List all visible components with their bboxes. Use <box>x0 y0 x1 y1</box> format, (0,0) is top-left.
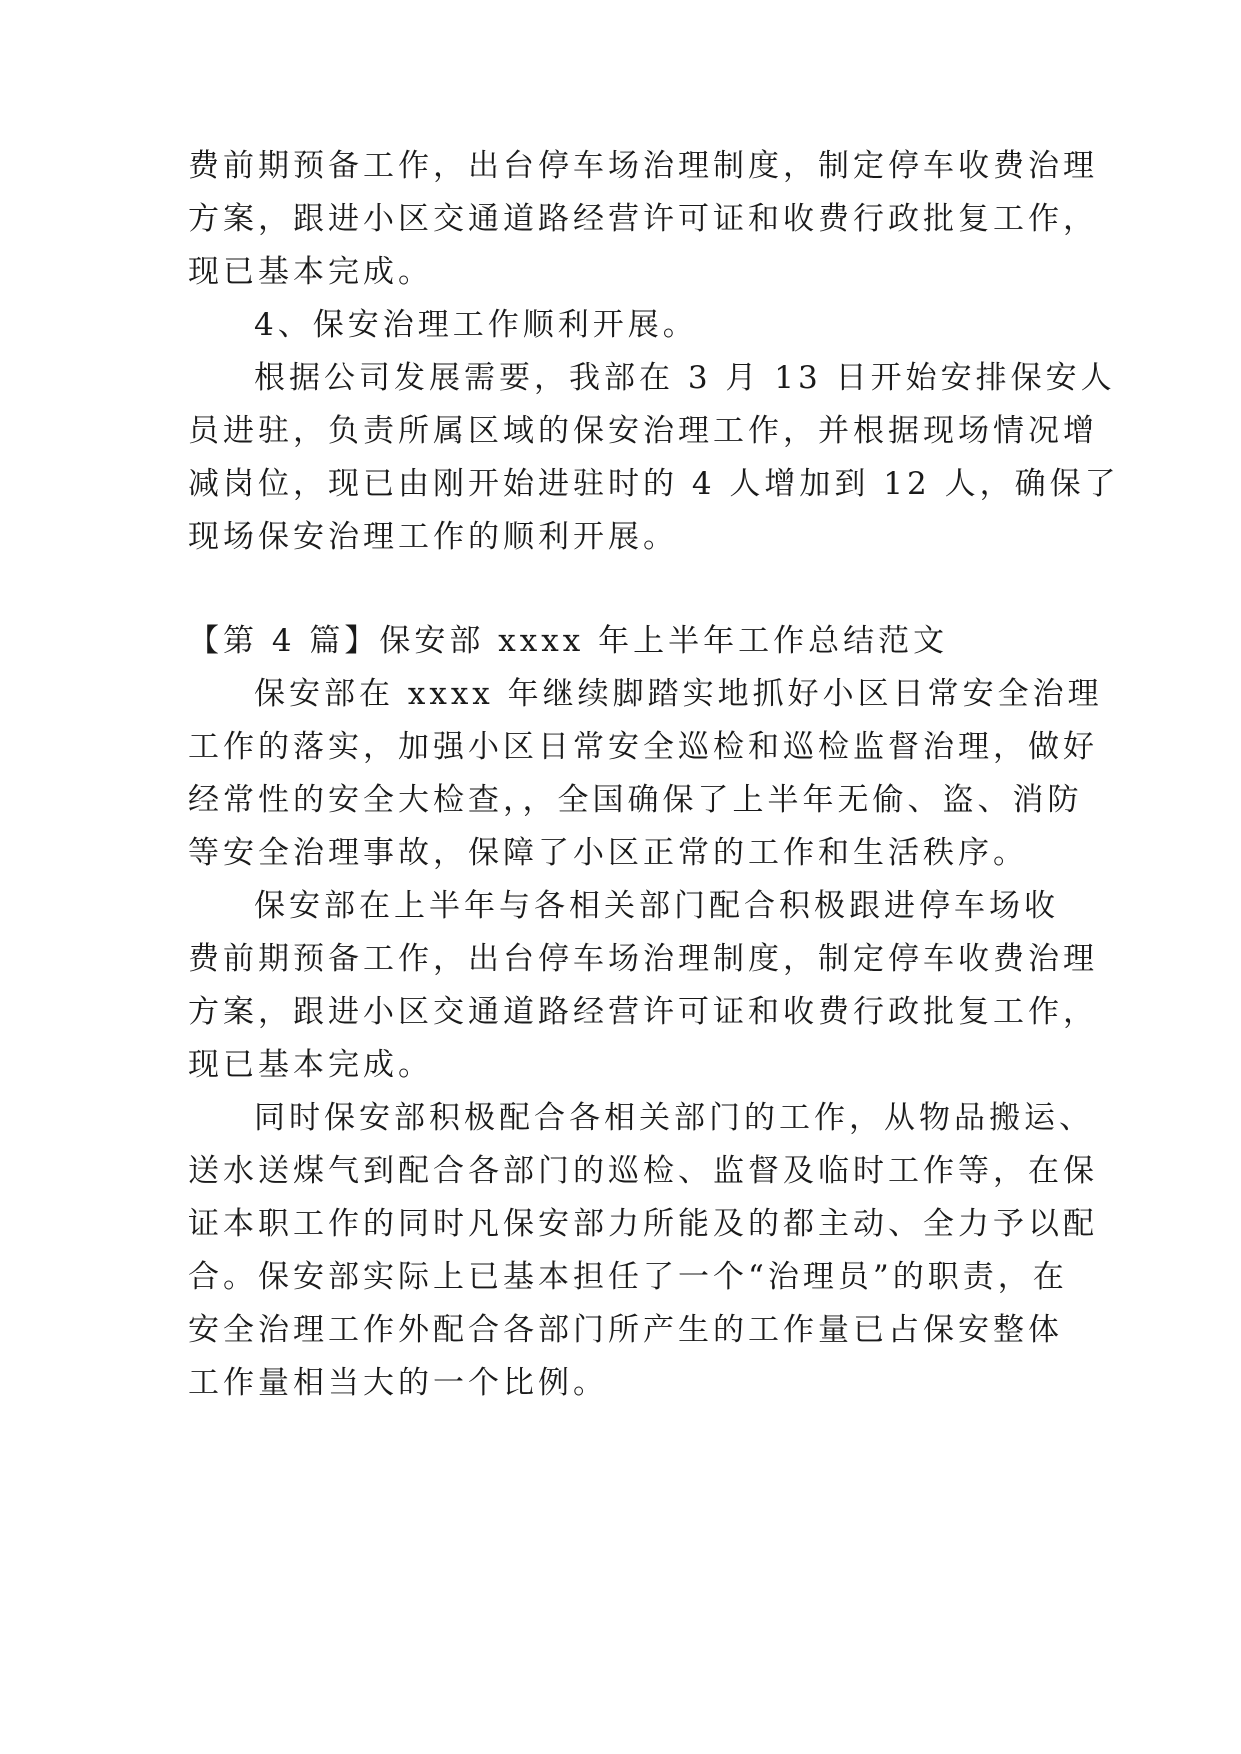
paragraph-first-line: 根据公司发展需要，我部在 3 月 13 日开始安排保安人 <box>254 360 1116 396</box>
text-line: 现场保安治理工作的顺利开展。 <box>188 519 678 555</box>
text-line: 安全治理工作外配合各部门所产生的工作量已占保安整体 <box>188 1312 1063 1348</box>
text-line: 员进驻，负责所属区域的保安治理工作，并根据现场情况增 <box>188 413 1098 449</box>
paragraph-first-line: 保安部在上半年与各相关部门配合积极跟进停车场收 <box>254 888 1059 924</box>
section-heading: 4、保安治理工作顺利开展。 <box>254 307 698 343</box>
text-line: 减岗位，现已由刚开始进驻时的 4 人增加到 12 人，确保了 <box>188 466 1120 502</box>
article-title: 【第 4 篇】保安部 xxxx 年上半年工作总结范文 <box>188 623 949 659</box>
text-line: 工作的落实，加强小区日常安全巡检和巡检监督治理，做好 <box>188 729 1098 765</box>
text-line: 合。保安部实际上已基本担任了一个“治理员”的职责，在 <box>188 1259 1068 1295</box>
paragraph-first-line: 同时保安部积极配合各相关部门的工作，从物品搬运、 <box>254 1100 1094 1136</box>
text-line: 方案，跟进小区交通道路经营许可证和收费行政批复工作， <box>188 201 1098 237</box>
paragraph-first-line: 保安部在 xxxx 年继续脚踏实地抓好小区日常安全治理 <box>254 676 1103 712</box>
text-line: 等安全治理事故，保障了小区正常的工作和生活秩序。 <box>188 835 1028 871</box>
text-line: 方案，跟进小区交通道路经营许可证和收费行政批复工作， <box>188 994 1098 1030</box>
text-line: 费前期预备工作，出台停车场治理制度，制定停车收费治理 <box>188 941 1098 977</box>
text-line: 现已基本完成。 <box>188 1047 433 1083</box>
text-line: 现已基本完成。 <box>188 254 433 290</box>
text-line: 证本职工作的同时凡保安部力所能及的都主动、全力予以配 <box>188 1206 1098 1242</box>
text-line: 工作量相当大的一个比例。 <box>188 1365 608 1401</box>
text-line: 费前期预备工作，出台停车场治理制度，制定停车收费治理 <box>188 148 1098 184</box>
text-line: 送水送煤气到配合各部门的巡检、监督及临时工作等，在保 <box>188 1153 1098 1189</box>
text-line: 经常性的安全大检查，，全国确保了上半年无偷、盗、消防 <box>188 782 1083 818</box>
